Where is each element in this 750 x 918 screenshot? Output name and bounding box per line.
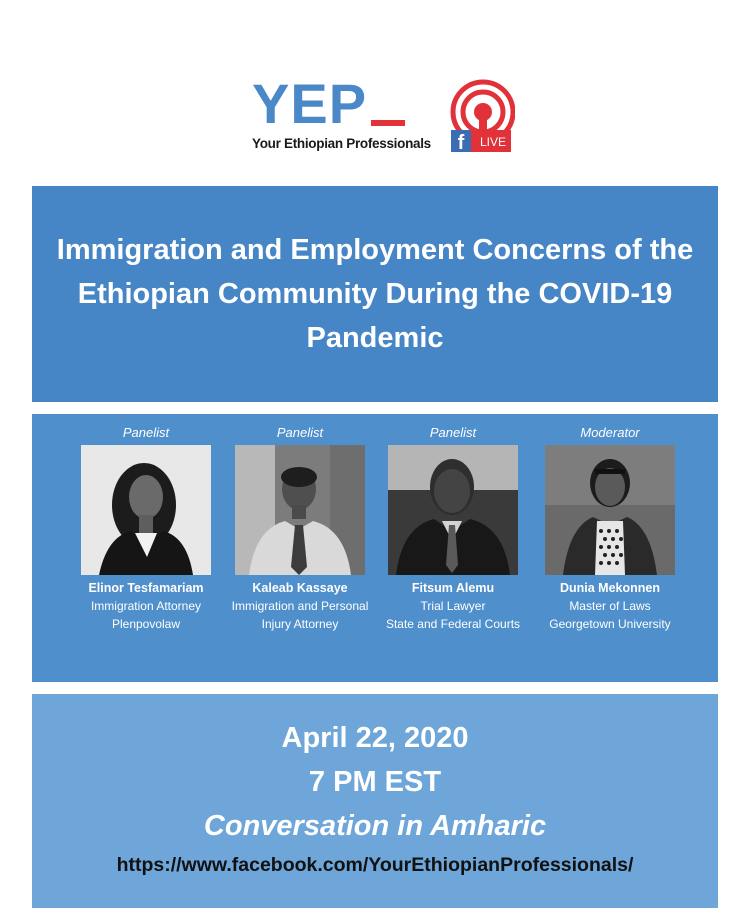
speaker-role: Panelist [122,425,170,440]
yep-underscore [371,120,405,126]
speaker-role: Moderator [580,425,640,440]
logo [252,72,515,159]
speaker-name: Fitsum Alemu [411,581,495,595]
speaker-affiliation: Georgetown University [549,617,671,631]
yep-brand-text: YEP [252,72,368,135]
speaker-card [373,424,533,633]
event-time: 7 PM EST [308,766,442,798]
speaker-title: Trial Lawyer [420,599,486,613]
speaker-role: Panelist [429,425,477,440]
speaker-title: Master of Laws [569,599,651,613]
yep-logo [252,72,431,151]
facebook-live-icon [449,78,515,159]
speaker-photo [235,445,365,575]
speaker-name: Dunia Mekonnen [559,581,660,595]
speaker-title: Immigration and Personal [231,599,369,613]
event-details [32,694,718,908]
facebook-link[interactable]: https://www.facebook.com/YourEthiopianProfessionals/ [116,854,634,876]
speaker-affiliation: Injury Attorney [261,617,339,631]
facebook-f-glyph: f [457,132,465,154]
speaker-card [66,424,226,633]
speaker-card [220,424,380,633]
speaker-photo [545,445,675,575]
event-title: Immigration and Employment Concerns of the Ethiopian Community During the COVID-19 Pandemic [56,234,694,354]
yep-wordmark [252,72,431,135]
title-banner [32,186,718,402]
speaker-name: Elinor Tesfamariam [88,581,204,595]
speaker-affiliation: State and Federal Courts [385,617,521,631]
event-language: Conversation in Amharic [203,810,547,842]
speaker-photo [81,445,211,575]
speaker-role: Panelist [276,425,324,440]
live-badge-text: LIVE [479,135,506,149]
speakers-panel [32,414,718,682]
speaker-title: Immigration Attorney [90,599,202,613]
yep-tagline: Your Ethiopian Professionals [252,136,431,151]
speaker-photo [388,445,518,575]
speaker-card [530,424,690,633]
event-date: April 22, 2020 [281,722,469,754]
speaker-name: Kaleab Kassaye [252,581,348,595]
speaker-affiliation: Plenpovolaw [111,617,181,631]
